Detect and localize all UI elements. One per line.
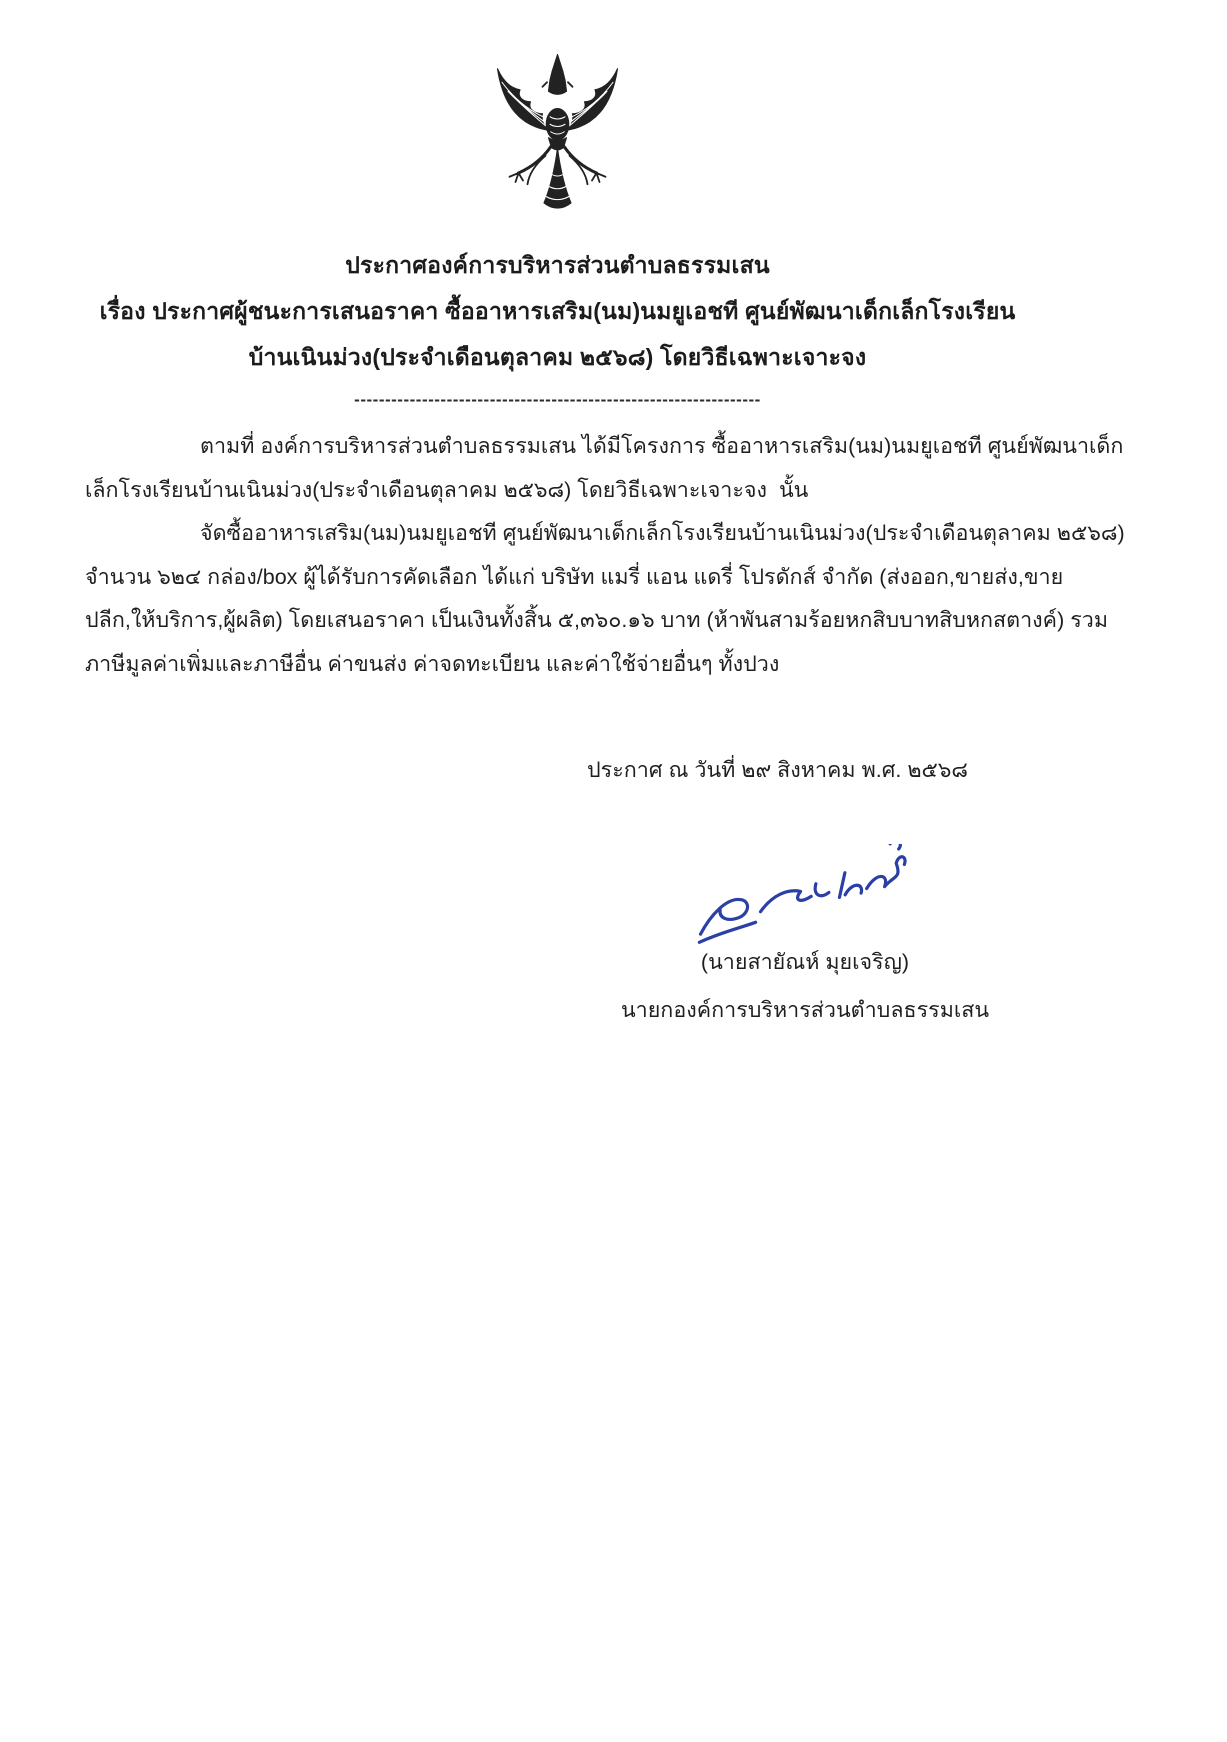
body-line-4: จำนวน ๖๒๔ กล่อง/box ผู้ได้รับการคัดเลือก ได้แก่ บริษัท แมรี่ แอน แดรี่ โปรดักส์ จำกัด (ส่งออก,ขายส่ง,ขาย (85, 564, 1064, 589)
signer-position: นายกองค์การบริหารส่วนตำบลธรรมเสน (620, 998, 990, 1022)
body-line-5: ปลีก,ให้บริการ,ผู้ผลิต) โดยเสนอราคา เป็นเงินทั้งสิ้น ๕,๓๖๐.๑๖ บาท (ห้าพันสามร้อยหกสิบบาทสิบหกสตางค์) รวม (85, 608, 1108, 632)
garuda-emblem-icon (475, 52, 640, 228)
body-block (85, 425, 1125, 686)
signer-name: (นายสายัณห์ มุยเจริญ) (700, 950, 910, 974)
announcement-date: ประกาศ ณ วันที่ ๒๙ สิงหาคม พ.ศ. ๒๕๖๘ (587, 758, 968, 782)
body-line-3: จัดซื้ออาหารเสริม(นม)นมยูเอชที ศูนย์พัฒนาเด็กเล็กโรงเรียนบ้านเนินม่วง(ประจำเดือนตุลาคม ๒๕๖๘) (200, 521, 1125, 545)
signature-image (689, 844, 921, 946)
body-line-2: เล็กโรงเรียนบ้านเนินม่วง(ประจำเดือนตุลาคม ๒๕๖๘) โดยวิธีเฉพาะเจาะจง นั้น (85, 477, 809, 502)
announcement-subject-line2: บ้านเนินม่วง(ประจำเดือนตุลาคม ๒๕๖๘) โดยวิธีเฉพาะเจาะจง (248, 344, 867, 370)
body-line-1: ตามที่ องค์การบริหารส่วนตำบลธรรมเสน ได้มีโครงการ ซื้ออาหารเสริม(นม)นมยูเอชที ศูนย์พัฒนาเด็ก (200, 434, 1124, 458)
dashed-separator: ------------------------------------------------------------------ (354, 390, 761, 409)
announcement-org-title: ประกาศองค์การบริหารส่วนตำบลธรรมเสน (345, 252, 770, 278)
signature-block (615, 844, 995, 1026)
announcement-subject-line1: เรื่อง ประกาศผู้ชนะการเสนอราคา ซื้ออาหารเสริม(นม)นมยูเอชที ศูนย์พัฒนาเด็กเล็กโรงเรียน (99, 298, 1016, 324)
document-content (0, 52, 1227, 1026)
title-block (85, 242, 1030, 380)
body-line-6: ภาษีมูลค่าเพิ่มและภาษีอื่น ค่าขนส่ง ค่าจดทะเบียน และค่าใช้จ่ายอื่นๆ ทั้งปวง (85, 651, 780, 676)
